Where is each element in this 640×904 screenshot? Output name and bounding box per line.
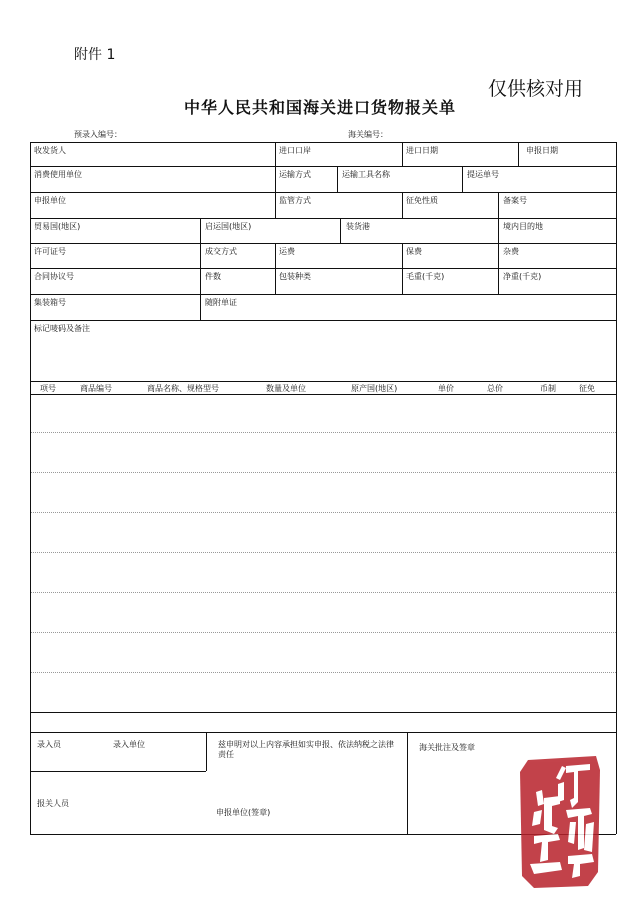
row-divider <box>30 294 616 295</box>
col-divider <box>498 192 499 218</box>
pre-record-number-label: 预录入编号： <box>74 130 122 139</box>
col-divider <box>340 218 341 243</box>
col-divider <box>200 294 201 320</box>
tax-nature-label: 征免性质 <box>406 196 438 205</box>
row-divider <box>30 218 616 219</box>
col-divider <box>402 243 403 268</box>
col-divider <box>498 218 499 243</box>
row-divider <box>30 320 616 321</box>
col-divider <box>402 268 403 294</box>
pieces-label: 件数 <box>205 272 221 281</box>
form-border-right <box>616 142 617 834</box>
trade-country-label: 贸易国(地区) <box>34 222 81 231</box>
col-divider <box>407 732 408 834</box>
form-border-left <box>30 142 31 834</box>
declare-date-label: 申报日期 <box>526 146 558 155</box>
column-header: 数量及单位 <box>266 384 306 393</box>
col-divider <box>402 192 403 218</box>
column-header: 原产国(地区) <box>351 384 398 393</box>
consignee-label: 收发货人 <box>34 146 66 155</box>
insurance-label: 保费 <box>406 247 422 256</box>
marks-remarks-label: 标记唛码及备注 <box>34 324 90 333</box>
col-divider <box>275 166 276 192</box>
entry-clerk-label: 录入员 <box>37 740 61 749</box>
row-divider <box>30 381 616 382</box>
goods-row-line <box>30 432 616 433</box>
col-divider <box>275 142 276 166</box>
col-divider <box>200 268 201 294</box>
gross-weight-label: 毛重(千克) <box>406 272 445 281</box>
declarant-unit-label: 申报单位 <box>34 196 66 205</box>
column-header: 单价 <box>438 384 454 393</box>
bill-number-label: 提运单号 <box>467 170 499 179</box>
row-divider <box>30 243 616 244</box>
col-divider <box>206 732 207 771</box>
goods-row-line <box>30 592 616 593</box>
freight-label: 运费 <box>279 247 295 256</box>
col-divider <box>200 218 201 243</box>
col-divider <box>462 166 463 192</box>
package-type-label: 包装种类 <box>279 272 311 281</box>
departure-country-label: 启运国(地区) <box>205 222 252 231</box>
goods-row-line <box>30 512 616 513</box>
goods-row-line <box>30 672 616 673</box>
seal-stamp <box>514 752 604 892</box>
loading-port-label: 装货港 <box>346 222 370 231</box>
column-header: 项号 <box>40 384 56 393</box>
attached-docs-label: 随附单证 <box>205 298 237 307</box>
customs-approval-label: 海关批注及签章 <box>419 743 475 752</box>
record-number-label: 备案号 <box>503 196 527 205</box>
verification-note: 仅供核对用 <box>488 78 584 100</box>
goods-header-bottom <box>30 394 616 395</box>
column-header: 币制 <box>540 384 556 393</box>
column-header: 商品编号 <box>80 384 112 393</box>
col-divider <box>498 243 499 268</box>
supervision-mode-label: 监管方式 <box>279 196 311 205</box>
footer-top <box>30 732 616 733</box>
col-divider <box>275 243 276 268</box>
consumer-unit-label: 消费使用单位 <box>34 170 82 179</box>
vehicle-name-label: 运输工具名称 <box>342 170 390 179</box>
goods-bottom <box>30 712 616 713</box>
col-divider <box>518 142 519 166</box>
declarant-unit-seal-label: 申报单位(签章) <box>216 808 271 817</box>
annex-label: 附件 1 <box>74 47 116 63</box>
entry-unit-label: 录入单位 <box>113 740 145 749</box>
declarant-person-label: 报关人员 <box>37 799 69 808</box>
goods-row-line <box>30 552 616 553</box>
col-divider <box>275 192 276 218</box>
contract-number-label: 合同协议号 <box>34 272 74 281</box>
form-title: 中华人民共和国海关进口货物报关单 <box>183 98 456 117</box>
container-number-label: 集装箱号 <box>34 298 66 307</box>
row-divider <box>30 192 616 193</box>
row-divider <box>30 268 616 269</box>
entry-box-bottom <box>30 771 206 772</box>
goods-row-line <box>30 472 616 473</box>
domestic-destination-label: 境内目的地 <box>503 222 543 231</box>
form-border-top <box>30 142 616 143</box>
net-weight-label: 净重(千克) <box>503 272 542 281</box>
license-number-label: 许可证号 <box>34 247 66 256</box>
transport-mode-label: 运输方式 <box>279 170 311 179</box>
column-header: 征免 <box>579 384 595 393</box>
col-divider <box>200 243 201 268</box>
col-divider <box>337 166 338 192</box>
declaration-statement: 兹申明对以上内容承担如实申报、依法纳税之法律责任 <box>218 740 394 759</box>
goods-row-line <box>30 632 616 633</box>
import-port-label: 进口口岸 <box>279 146 311 155</box>
transaction-mode-label: 成交方式 <box>205 247 237 256</box>
col-divider <box>498 268 499 294</box>
col-divider <box>402 142 403 166</box>
misc-fee-label: 杂费 <box>503 247 519 256</box>
customs-number-label: 海关编号： <box>348 130 388 139</box>
column-header: 总价 <box>487 384 503 393</box>
row-divider <box>30 166 616 167</box>
import-date-label: 进口日期 <box>406 146 438 155</box>
column-header: 商品名称、规格型号 <box>147 384 219 393</box>
col-divider <box>275 268 276 294</box>
